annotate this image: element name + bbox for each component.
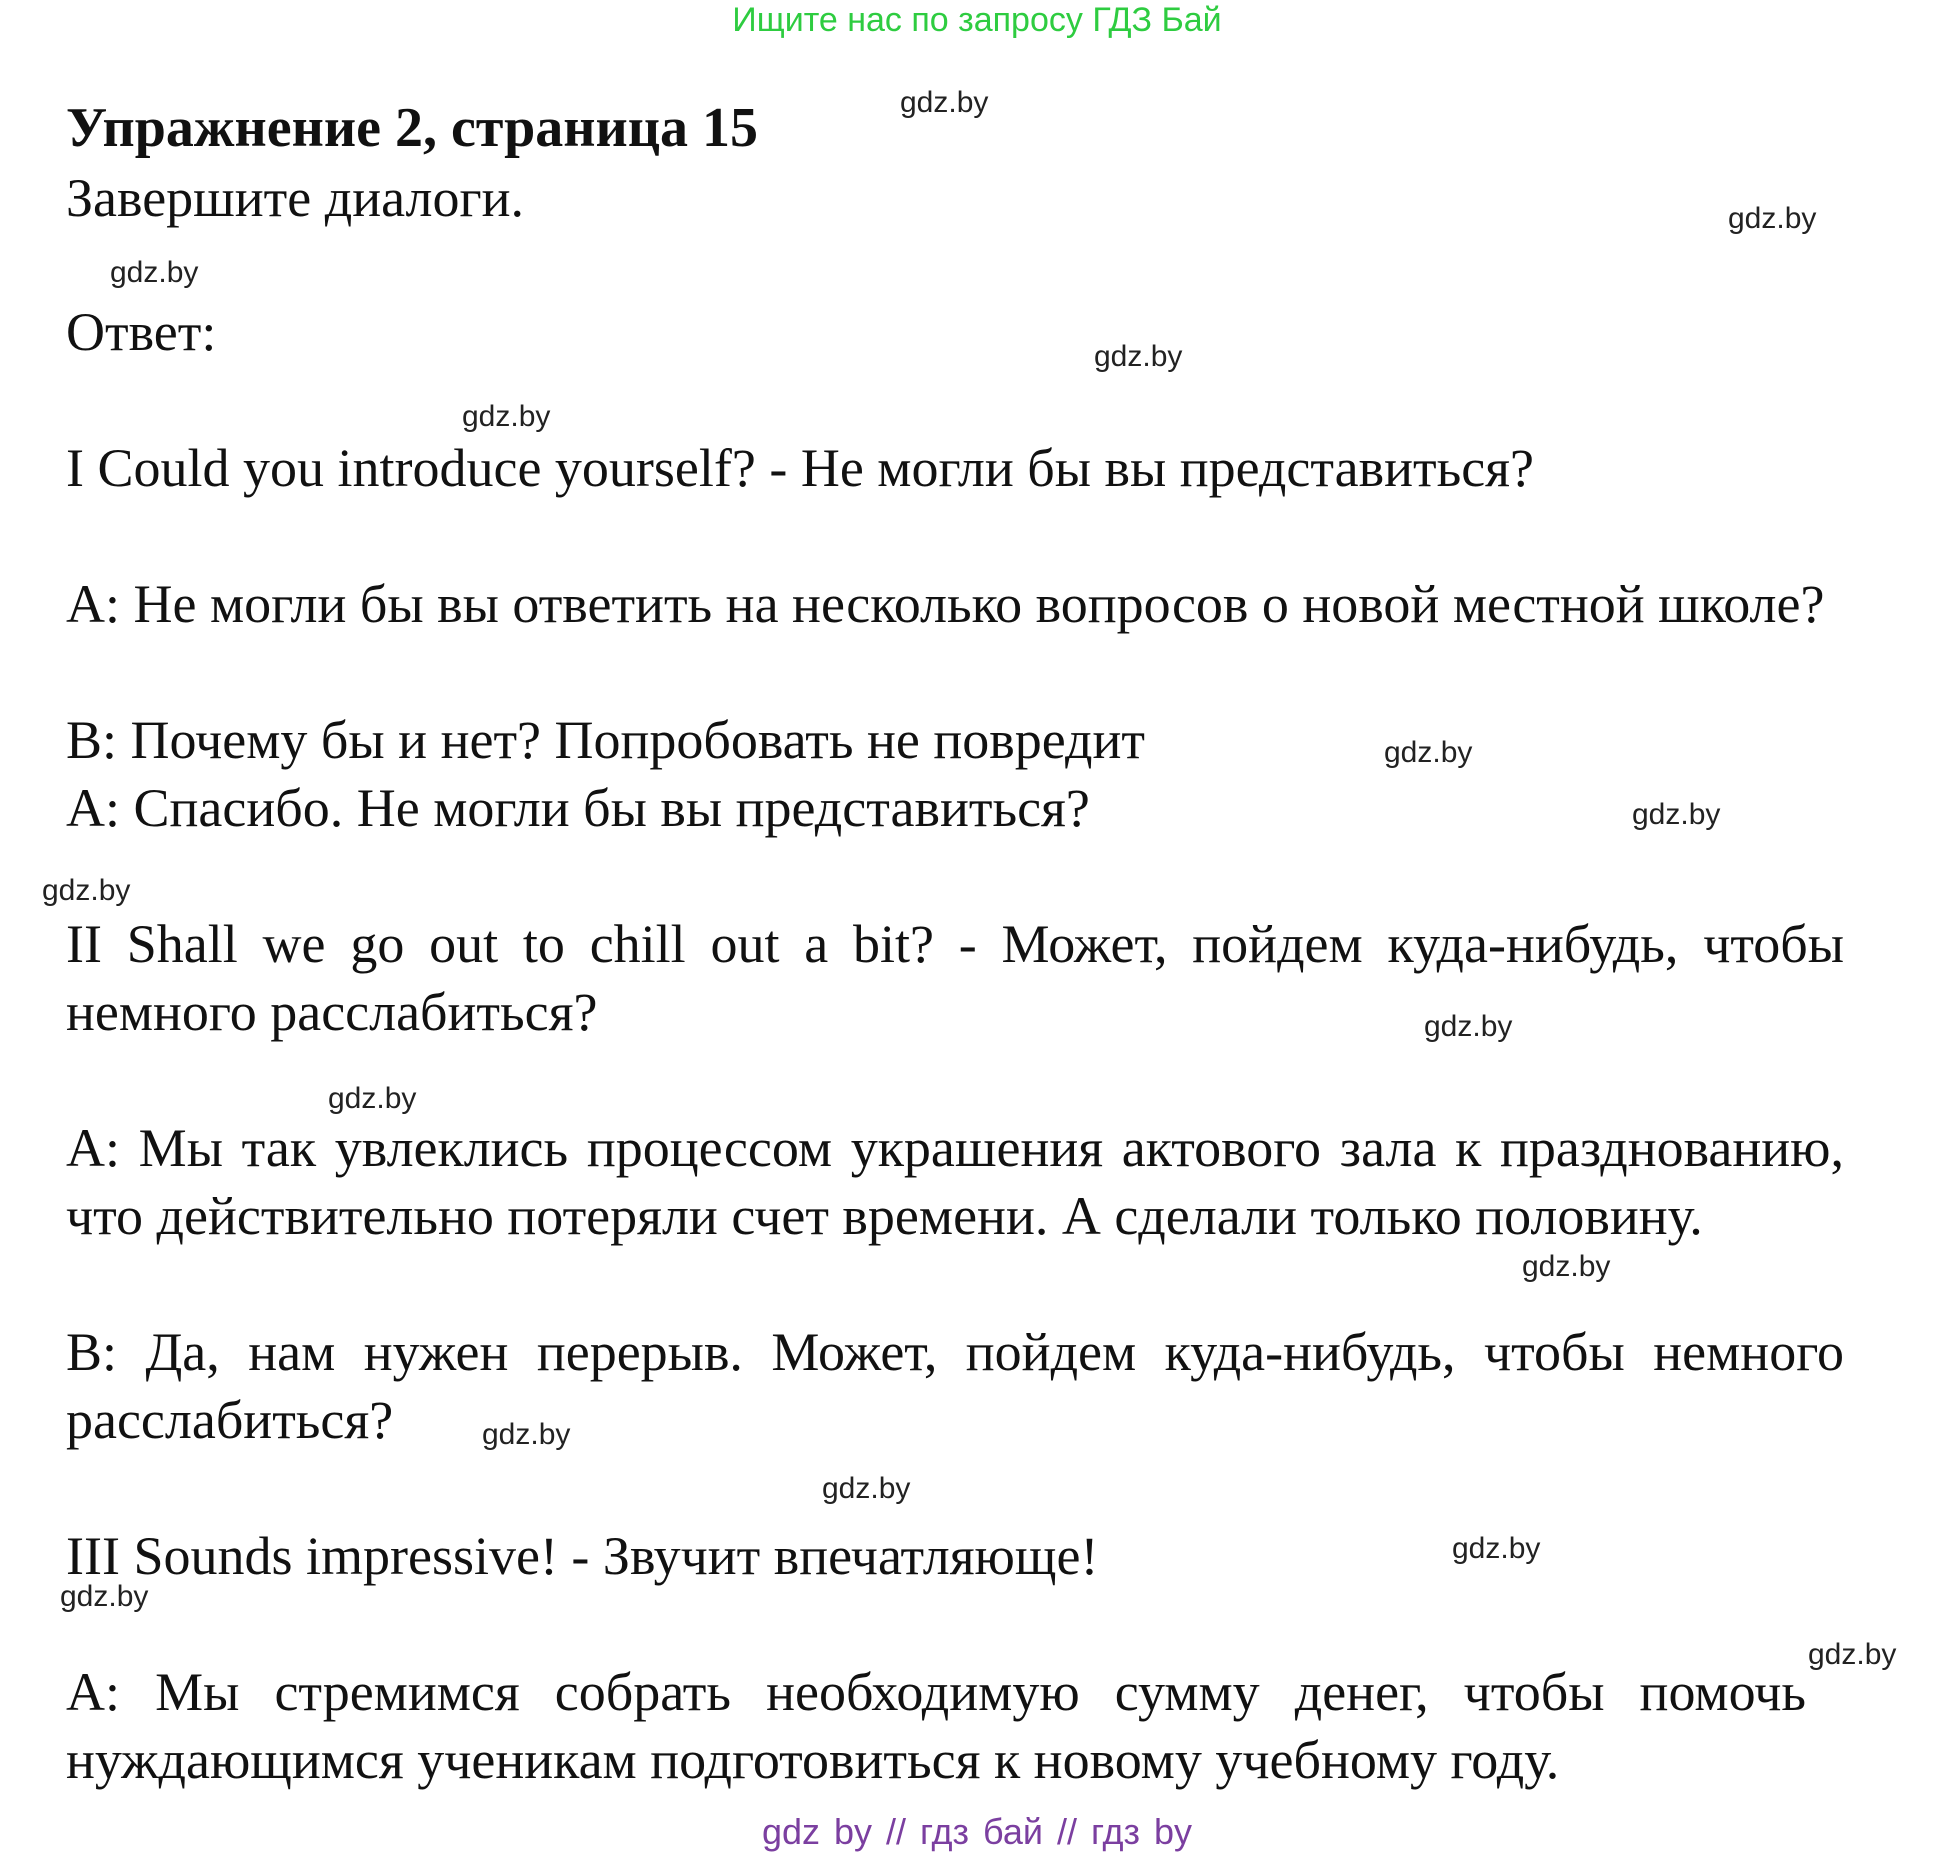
page-title: Упражнение 2, страница 15 (66, 97, 759, 159)
watermark: gdz.by (328, 1082, 417, 1115)
dialog-1-heading: I Could you introduce yourself? - Не могли бы вы представиться? (66, 438, 1534, 498)
dialog-2-line-1: A: Мы так увлеклись процессом украшения актового зала к празднованию, что действительно потеряли счет времени. А сделали только половину. (66, 1118, 1844, 1246)
watermark: gdz.by (1094, 340, 1183, 373)
dialog-1-line-3: A: Спасибо. Не могли бы вы представиться? (66, 778, 1090, 838)
watermark: gdz.by (1424, 1010, 1513, 1043)
watermark: gdz.by (482, 1418, 571, 1451)
watermark: gdz.by (1522, 1250, 1611, 1283)
instruction-text: Завершите диалоги. (66, 168, 525, 228)
dialog-2-line-2: B: Да, нам нужен перерыв. Может, пойдем куда-нибудь, чтобы немного расслабиться? (66, 1322, 1844, 1450)
dialog-3-heading: III Sounds impressive! - Звучит впечатляюще! (66, 1526, 1099, 1586)
answer-label: Ответ: (66, 302, 217, 362)
dialog-3-line-1: A: Мы стремимся собрать необходимую сумму денег, чтобы помочь нуждающимся ученикам подготовиться к новому учебному году. (66, 1662, 1806, 1790)
footer-links: gdz by // гдз бай // гдз by (761, 1811, 1193, 1852)
watermark: gdz.by (42, 874, 131, 907)
watermark: gdz.by (822, 1472, 911, 1505)
watermark: gdz.by (462, 400, 551, 433)
dialog-2-heading: II Shall we go out to chill out a bit? - Может, пойдем куда-нибудь, чтобы немного расслабиться? (66, 914, 1844, 1042)
watermark: gdz.by (1452, 1532, 1541, 1565)
watermark: gdz.by (1728, 202, 1817, 235)
watermark: gdz.by (1632, 798, 1721, 831)
watermark: gdz.by (110, 256, 199, 289)
watermark: gdz.by (1384, 736, 1473, 769)
dialog-1-line-1: A: Не могли бы вы ответить на несколько вопросов о новой местной школе? (66, 574, 1825, 634)
watermark: gdz.by (900, 86, 989, 119)
watermark: gdz.by (60, 1580, 149, 1613)
watermark: gdz.by (1808, 1638, 1897, 1671)
search-banner: Ищите нас по запросу ГДЗ Бай (732, 1, 1222, 39)
dialog-1-line-2: B: Почему бы и нет? Попробовать не повредит (66, 710, 1145, 770)
